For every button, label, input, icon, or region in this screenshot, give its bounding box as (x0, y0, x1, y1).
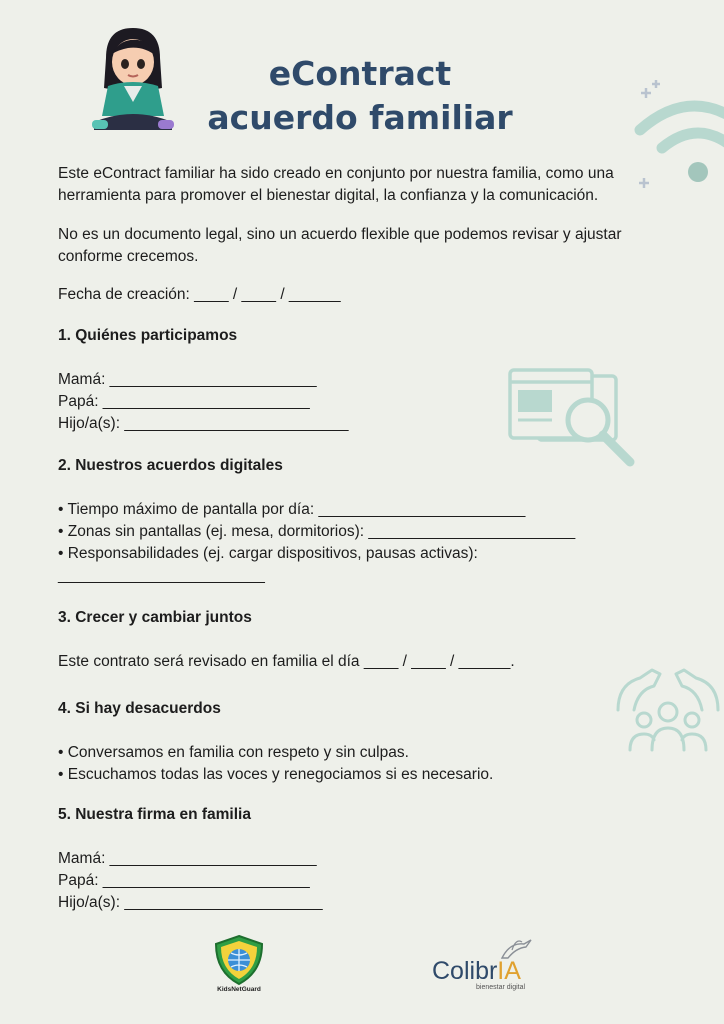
kidsnetguard-logo (210, 934, 268, 996)
family-care-icon (614, 656, 722, 756)
signature-mama: Mamá: ________________________ (58, 850, 317, 867)
signature-hijo: Hijo/a(s): _______________________ (58, 894, 323, 911)
colibria-text: Colibr (432, 957, 498, 985)
participant-hijo: Hijo/a(s): __________________________ (58, 415, 349, 432)
section-5-heading: 5. Nuestra firma en familia (58, 806, 251, 823)
agreement-screen-time: • Tiempo máximo de pantalla por día: ________________________ (58, 501, 526, 518)
participant-mama: Mamá: ________________________ (58, 371, 317, 388)
creation-date-line: Fecha de creación: ____ / ____ / ______ (58, 286, 341, 303)
section-3-heading: 3. Crecer y cambiar juntos (58, 609, 252, 626)
review-date-line: Este contrato será revisado en familia el día ____ / ____ / ______. (58, 653, 515, 670)
kidsnetguard-label: KidsNetGuard (217, 986, 261, 993)
intro-paragraph-2: No es un documento legal, sino un acuerdo flexible que podemos revisar y ajustar conforme crecemos. (58, 226, 622, 265)
colibria-ia-text: IA (497, 957, 521, 985)
section-4-heading: 4. Si hay desacuerdos (58, 700, 221, 717)
title-line-2: acuerdo familiar (207, 98, 513, 137)
page-title (160, 52, 560, 140)
section-1-heading: 1. Quiénes participamos (58, 327, 238, 344)
intro-paragraph-1: Este eContract familiar ha sido creado en conjunto por nuestra familia, como una herramienta para promover el bienestar digital, la confianza y la comunicación. (58, 165, 614, 204)
agreement-responsibilities-blank: ________________________ (58, 567, 265, 584)
signature-papa: Papá: ________________________ (58, 872, 310, 889)
browser-search-icon (506, 366, 636, 470)
section-2-heading: 2. Nuestros acuerdos digitales (58, 457, 283, 474)
colibria-tagline: bienestar digital (476, 984, 526, 991)
colibria-logo (432, 936, 542, 996)
participant-papa: Papá: ________________________ (58, 393, 310, 410)
disagreement-bullet-1: • Conversamos en familia con respeto y sin culpas. (58, 744, 409, 761)
title-line-1: eContract (268, 54, 452, 93)
agreement-responsibilities: • Responsabilidades (ej. cargar dispositivos, pausas activas): (58, 545, 478, 562)
shield-globe-icon (210, 934, 268, 986)
disagreement-bullet-2: • Escuchamos todas las voces y renegociamos si es necesario. (58, 766, 494, 783)
agreement-screen-free-zones: • Zonas sin pantallas (ej. mesa, dormitorios): ________________________ (58, 523, 576, 540)
